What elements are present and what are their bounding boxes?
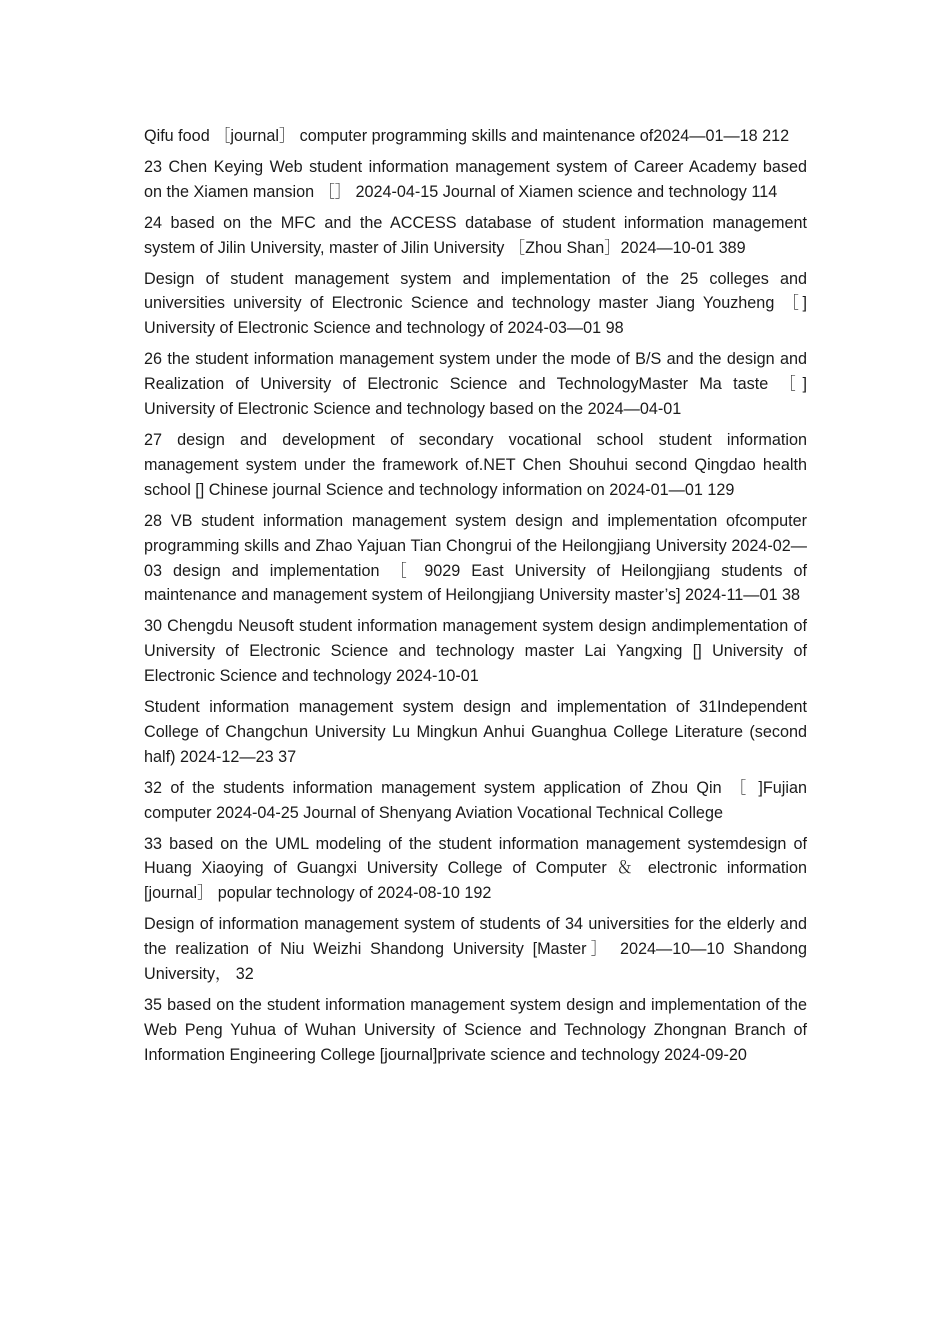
reference-entry: 30 Chengdu Neusoft student information management system design andimplementation of University of Electronic Science and technology master Lai Yangxing [] University of Electronic Science and technology 2024-10-01 [144,617,807,686]
reference-entry: Design of student management system and implementation of the 25 colleges and universities university of Electronic Science and technology master Jiang Youzheng ［] University of Electronic Science and technology of 2024-03—01 98 [144,269,807,338]
reference-entry: 32 of the students information management system application of Zhou Qin ［ ]Fujian computer 2024-04-25 Journal of Shenyang Aviation Vocational Technical College [144,778,807,822]
reference-entry: Student information management system design and implementation of 31Independent College of Changchun University Lu Mingkun Anhui Guanghua College Literature (second half) 2024-12—23 37 [144,698,807,766]
reference-entry: 26 the student information management system under the mode of B/S and the design and Realization of University of Electronic Science and TechnologyMaster Ma taste ［] University of Electronic Science and technology based on the 2024—04-01 [144,350,807,419]
reference-entry: 23 Chen Keying Web student information management system of Career Academy based on the Xiamen mansion ［］ 2024-04-15 Journal of Xiamen science and technology 114 [144,157,807,201]
reference-list [144,124,807,1074]
reference-entry: 27 design and development of secondary vocational school student information management system under the framework of.NET Chen Shouhui second Qingdao health school [] Chinese journal Science and technology information on 2024-01—01 129 [144,430,807,499]
reference-entry: 35 based on the student information management system design and implementation of the Web Peng Yuhua of Wuhan University of Science and Technology Zhongnan Branch of Information Engineering College [journal]private science and technology 2024-09-20 [144,996,807,1064]
reference-entry: Qifu food ［journal］ computer programming skills and maintenance of2024—01—18 212 [144,127,790,145]
reference-entry: 28 VB student information management system design and implementation ofcomputer programming skills and Zhao Yajuan Tian Chongrui of the Heilongjiang University 2024-02—03 design and implementation ［ 9029 East University of Heilongjiang students of maintenance and management system of Heilongjiang University master’s] 2024-11—01 38 [144,511,807,605]
reference-entry: 24 based on the MFC and the ACCESS database of student information management system of Jilin University, master of Jilin University ［Zhou Shan］2024—10-01 389 [144,213,807,257]
reference-entry: Design of information management system of students of 34 universities for the elderly and the realization of Niu Weizhi Shandong University [Master］ 2024—10—10 Shandong University， 32 [144,915,807,984]
reference-entry: 33 based on the UML modeling of the student information management systemdesign of Huang Xiaoying of Guangxi University College of Computer ＆ electronic information [journal］ popular technology of 2024-08-10 192 [144,834,807,903]
